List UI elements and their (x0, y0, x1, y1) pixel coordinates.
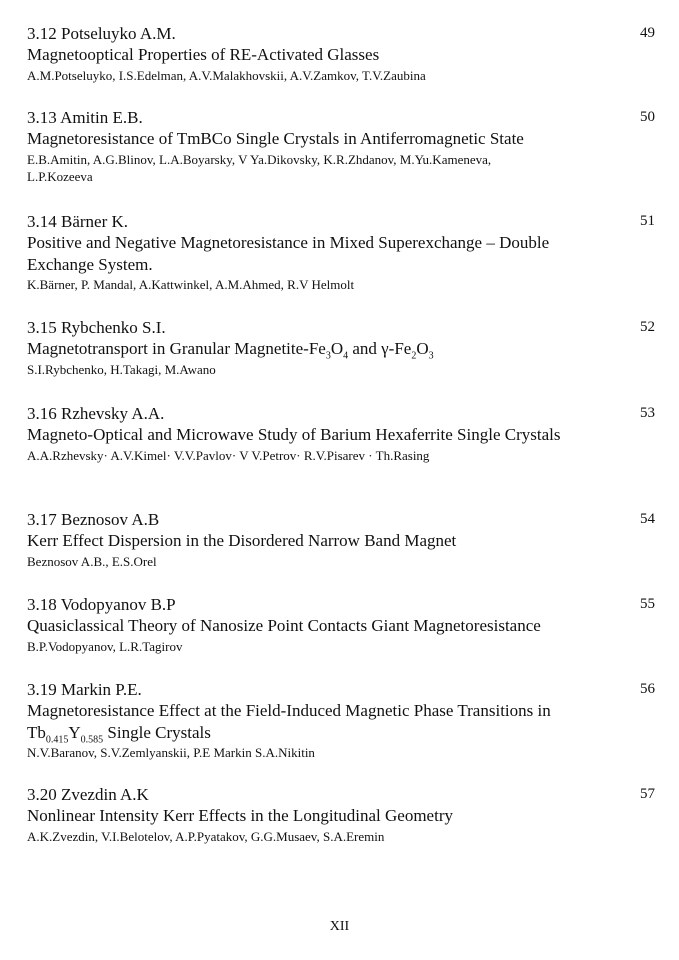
entry-title: Magnetotransport in Granular Magnetite-$Fe_3O_4$ and $\gamma-Fe_2O_3$ (27, 339, 434, 362)
entry-presenter: Rybchenko S.I. (61, 318, 166, 337)
entry-presenter: Potseluyko A.M. (61, 24, 176, 43)
entry-title: Magnetoresistance Effect at the Field-Induced Magnetic Phase Transitions in $Tb_{0.415}Y_{0.585}$ Single Crystals (27, 701, 551, 745)
entry-authors: B.P.Vodopyanov, L.R.Tagirov (27, 638, 183, 654)
entry-presenter: Amitin E.B. (60, 108, 143, 127)
toc-entry (27, 784, 655, 845)
entry-title: Positive and Negative Magnetoresistance in Mixed Superexchange – Double Exchange System. (27, 233, 550, 274)
entry-title: Magneto-Optical and Microwave Study of Barium Hexaferrite Single Crystals (27, 425, 561, 444)
entry-number: 3.14 (27, 212, 57, 231)
toc-entry (27, 679, 655, 762)
toc-entry (27, 23, 655, 84)
entry-presenter: Rzhevsky A.A. (61, 404, 165, 423)
entry-number: 3.19 (27, 680, 57, 699)
toc-entry (27, 211, 655, 294)
entry-header (27, 679, 655, 700)
entry-presenter: Bärner K. (61, 212, 129, 231)
entry-authors: Beznosov A.B., E.S.Orel (27, 553, 157, 569)
entry-authors: N.V.Baranov, S.V.Zemlyanskii, P.E Markin S.A.Nikitin (27, 745, 315, 760)
entry-authors: S.I.Rybchenko, H.Takagi, M.Awano (27, 361, 216, 377)
page-footer-label: XII (329, 919, 350, 934)
entry-page-number: 49 (640, 25, 655, 41)
entry-presenter: Zvezdin A.K (61, 785, 149, 804)
entry-page-number: 50 (640, 109, 655, 125)
entry-page-number: 57 (640, 786, 655, 802)
entry-page-number: 55 (640, 596, 655, 612)
entry-header (27, 211, 655, 232)
entry-authors: K.Bärner, P. Mandal, A.Kattwinkel, A.M.Ahmed, R.V Helmolt (27, 277, 355, 292)
entry-authors: A.M.Potseluyko, I.S.Edelman, A.V.Malakhovskii, A.V.Zamkov, T.V.Zaubina (27, 67, 426, 83)
entry-number: 3.12 (27, 24, 57, 43)
entry-number: 3.17 (27, 510, 57, 529)
entry-header (27, 784, 655, 805)
entry-header (27, 107, 655, 128)
entry-header (27, 23, 655, 44)
entry-title: Quasiclassical Theory of Nanosize Point Contacts Giant Magnetoresistance (27, 616, 541, 635)
toc-entry (27, 317, 655, 378)
entry-number: 3.20 (27, 785, 57, 804)
entry-page-number: 56 (640, 681, 655, 697)
entry-header (27, 594, 655, 615)
entry-title: Magnetooptical Properties of RE-Activated Glasses (27, 45, 380, 64)
toc-entry (27, 509, 655, 570)
entry-header (27, 509, 655, 530)
entry-page-number: 52 (640, 319, 655, 335)
entry-page-number: 54 (640, 511, 655, 527)
entry-page-number: 53 (640, 405, 655, 421)
entry-authors: E.B.Amitin, A.G.Blinov, L.A.Boyarsky, V Ya.Dikovsky, K.R.Zhdanov, M.Yu.Kameneva, L.P.Kozeeva (27, 151, 492, 184)
entry-title: Nonlinear Intensity Kerr Effects in the Longitudinal Geometry (27, 806, 453, 825)
entry-presenter: Markin P.E. (61, 680, 142, 699)
entry-authors: A.K.Zvezdin, V.I.Belotelov, A.P.Pyatakov, G.G.Musaev, S.A.Eremin (27, 828, 385, 844)
entry-authors: A.A.Rzhevsky· A.V.Kimel· V.V.Pavlov· V V.Petrov· R.V.Pisarev · Th.Rasing (27, 447, 430, 463)
entry-header (27, 317, 655, 338)
entry-presenter: Vodopyanov B.P (60, 595, 176, 614)
entry-title: Magnetoresistance of TmBCo Single Crystals in Antiferromagnetic State (27, 129, 524, 148)
entry-number: 3.16 (27, 404, 57, 423)
toc-entry (27, 403, 655, 464)
entry-header (27, 403, 655, 424)
entry-number: 3.15 (27, 318, 57, 337)
toc-entry (27, 107, 655, 186)
toc-entry (27, 594, 655, 655)
entry-number: 3.18 (27, 595, 57, 614)
entry-page-number: 51 (640, 213, 655, 229)
entry-presenter: Beznosov A.B (61, 510, 160, 529)
entry-number: 3.13 (27, 108, 57, 127)
entry-title: Kerr Effect Dispersion in the Disordered Narrow Band Magnet (27, 531, 457, 550)
